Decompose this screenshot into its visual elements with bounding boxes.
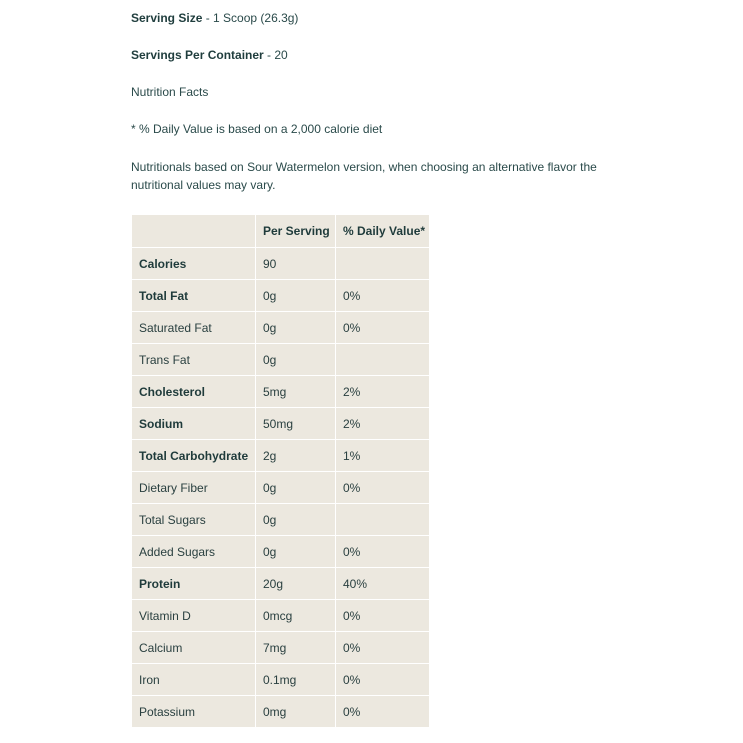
nutrient-name: Potassium — [132, 696, 256, 728]
per-serving-value: 20g — [256, 568, 336, 600]
servings-per-container-value: - 20 — [263, 48, 288, 62]
nutrient-name: Total Carbohydrate — [132, 440, 256, 472]
nutrient-name: Vitamin D — [132, 600, 256, 632]
daily-value: 2% — [336, 408, 430, 440]
per-serving-value: 2g — [256, 440, 336, 472]
per-serving-value: 0g — [256, 536, 336, 568]
header-nutrient — [132, 215, 256, 248]
daily-value: 0% — [336, 472, 430, 504]
table-row — [132, 440, 430, 472]
per-serving-value: 0g — [256, 472, 336, 504]
table-row — [132, 664, 430, 696]
table-row — [132, 248, 430, 280]
daily-value: 1% — [336, 440, 430, 472]
table-row — [132, 696, 430, 728]
daily-value: 0% — [336, 312, 430, 344]
table-row — [132, 344, 430, 376]
servings-per-container-line — [131, 46, 288, 64]
table-row — [132, 568, 430, 600]
daily-value — [336, 504, 430, 536]
servings-per-container-label: Servings Per Container — [131, 48, 264, 62]
daily-value: 40% — [336, 568, 430, 600]
table-row — [132, 632, 430, 664]
daily-value — [336, 248, 430, 280]
daily-value: 0% — [336, 600, 430, 632]
per-serving-value: 7mg — [256, 632, 336, 664]
nutrition-table — [131, 214, 430, 728]
serving-size-label: Serving Size — [131, 11, 203, 25]
per-serving-value: 0g — [256, 280, 336, 312]
per-serving-value: 5mg — [256, 376, 336, 408]
daily-value: 0% — [336, 536, 430, 568]
nutrient-name: Dietary Fiber — [132, 472, 256, 504]
nutrient-name: Calories — [132, 248, 256, 280]
per-serving-value: 0g — [256, 504, 336, 536]
nutrient-name: Saturated Fat — [132, 312, 256, 344]
nutrient-name: Iron — [132, 664, 256, 696]
serving-size-value: - 1 Scoop (26.3g) — [202, 11, 299, 25]
serving-size-line — [131, 9, 298, 27]
nutrient-name: Protein — [132, 568, 256, 600]
per-serving-value: 90 — [256, 248, 336, 280]
table-row — [132, 536, 430, 568]
daily-value — [336, 344, 430, 376]
header-daily-value: % Daily Value* — [336, 215, 430, 248]
daily-value: 0% — [336, 632, 430, 664]
daily-value: 0% — [336, 696, 430, 728]
table-row — [132, 312, 430, 344]
nutrient-name: Total Sugars — [132, 504, 256, 536]
nutrient-name: Total Fat — [132, 280, 256, 312]
nutrition-facts-title: Nutrition Facts — [131, 85, 209, 99]
nutrient-name: Cholesterol — [132, 376, 256, 408]
daily-value: 0% — [336, 664, 430, 696]
table-row — [132, 504, 430, 536]
table-row — [132, 408, 430, 440]
header-per-serving: Per Serving — [256, 215, 336, 248]
table-header-row — [132, 215, 430, 248]
per-serving-value: 0.1mg — [256, 664, 336, 696]
nutrient-name: Calcium — [132, 632, 256, 664]
daily-value-note: * % Daily Value is based on a 2,000 calorie diet — [131, 122, 383, 136]
table-row — [132, 600, 430, 632]
per-serving-value: 0g — [256, 344, 336, 376]
per-serving-value: 50mg — [256, 408, 336, 440]
table-row — [132, 376, 430, 408]
nutrient-name: Added Sugars — [132, 536, 256, 568]
daily-value: 2% — [336, 376, 430, 408]
daily-value: 0% — [336, 280, 430, 312]
per-serving-value: 0mg — [256, 696, 336, 728]
per-serving-value: 0mcg — [256, 600, 336, 632]
table-row — [132, 280, 430, 312]
flavor-note: Nutritionals based on Sour Watermelon version, when choosing an alternative flavor the nutritional values may vary. — [131, 160, 597, 192]
nutrient-name: Sodium — [132, 408, 256, 440]
nutrient-name: Trans Fat — [132, 344, 256, 376]
per-serving-value: 0g — [256, 312, 336, 344]
table-row — [132, 472, 430, 504]
